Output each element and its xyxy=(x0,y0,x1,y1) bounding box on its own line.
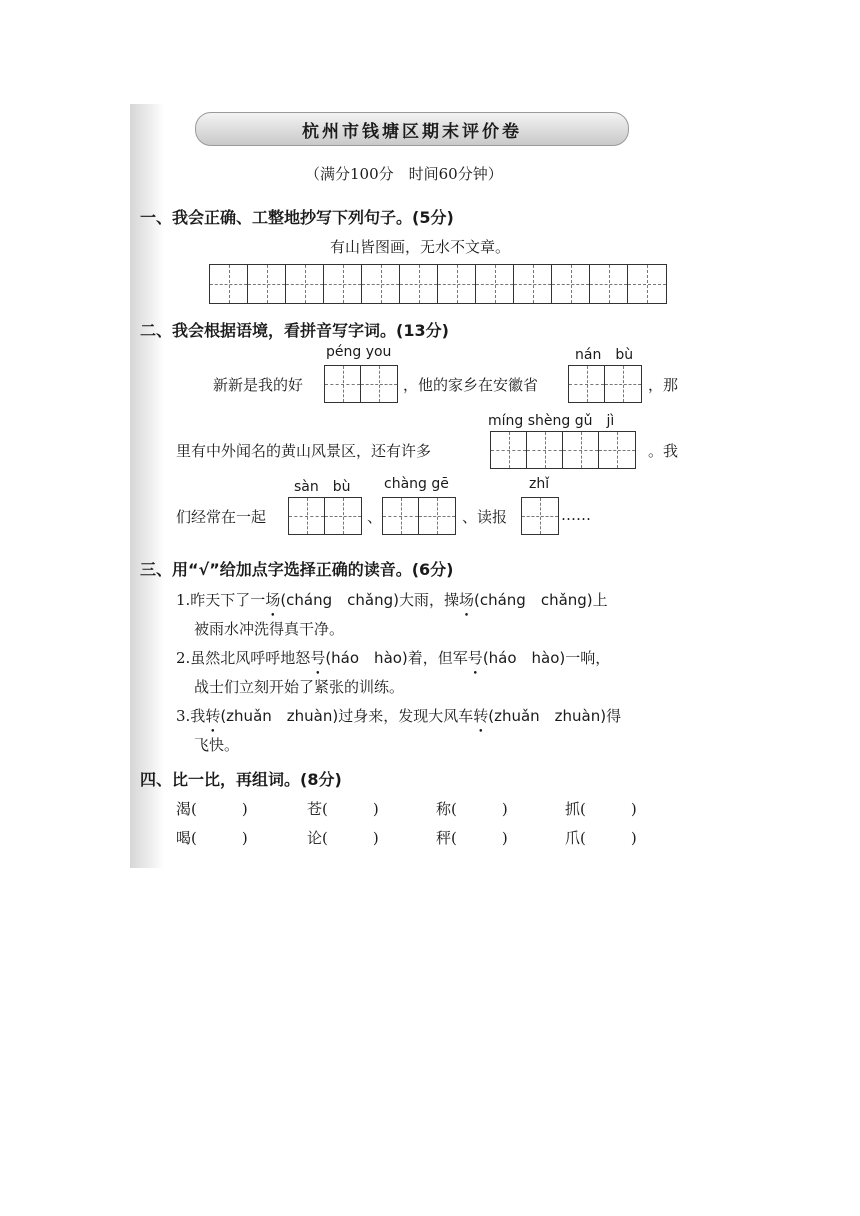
q3-item1-text-a: 1.昨天下了一 xyxy=(176,591,266,609)
q3-item1-line2: 被雨水冲洗得真干净。 xyxy=(194,620,345,638)
grid-cell[interactable] xyxy=(552,265,590,303)
grid-cell[interactable] xyxy=(383,498,419,534)
q4-word-lun[interactable]: 论( ) xyxy=(307,829,379,847)
grid-cell[interactable] xyxy=(563,432,599,468)
q2-line2-text-b: 。我 xyxy=(648,442,679,460)
grid-cell[interactable] xyxy=(325,366,361,402)
pinyin-zhi: zhǐ xyxy=(529,476,550,492)
q4-heading: 四、比一比，再组词。(8分) xyxy=(140,770,342,789)
q3-item2-text-b[interactable]: (háo hào)着，但军 xyxy=(325,649,468,667)
q3-item3-line2: 飞快。 xyxy=(194,736,240,754)
q3-item1-text-c[interactable]: (cháng chǎng)上 xyxy=(474,591,608,609)
answer-box-changge[interactable] xyxy=(382,497,456,535)
q2-line1-text-b: ，他的家乡在安徽省 xyxy=(403,376,539,394)
grid-cell[interactable] xyxy=(324,265,362,303)
q3-item2-text-c[interactable]: (háo hào)一响， xyxy=(482,649,611,667)
q3-item1-text-b[interactable]: (cháng chǎng)大雨，操 xyxy=(280,591,459,609)
grid-cell[interactable] xyxy=(569,366,605,402)
pinyin-mingshenggu: míng shèng gǔ jì xyxy=(488,413,615,429)
pinyin-changge: chàng gē xyxy=(384,476,449,492)
q2-heading: 二、我会根据语境，看拼音写字词。(13分) xyxy=(140,321,449,340)
answer-box-sanbu[interactable] xyxy=(288,497,362,535)
q4-word-cheng[interactable]: 称( ) xyxy=(436,800,508,818)
grid-cell[interactable] xyxy=(361,366,397,402)
q2-line3-text-c: 、读报 xyxy=(462,508,508,526)
grid-cell[interactable] xyxy=(438,265,476,303)
dotted-char: 场 xyxy=(265,591,281,609)
dotted-char: 号 xyxy=(310,649,326,667)
q3-item1 xyxy=(176,589,608,610)
q3-item3-text-b[interactable]: (zhuǎn zhuàn)过身来，发现大风车 xyxy=(220,707,474,725)
q4-word-zhua[interactable]: 抓( ) xyxy=(565,800,637,818)
answer-box-nanbu[interactable] xyxy=(568,365,642,403)
q4-word-cheng-scale[interactable]: 秤( ) xyxy=(436,829,508,847)
grid-cell[interactable] xyxy=(476,265,514,303)
grid-cell[interactable] xyxy=(605,366,641,402)
dotted-char: 场 xyxy=(458,591,474,609)
q1-heading: 一、我会正确、工整地抄写下列句子。(5分) xyxy=(140,208,454,227)
answer-box-pengyou[interactable] xyxy=(324,365,398,403)
dotted-char: 转 xyxy=(473,707,489,725)
grid-cell[interactable] xyxy=(419,498,455,534)
q1-writing-grid[interactable] xyxy=(209,264,667,304)
exam-subtitle: （满分100分 时间60分钟） xyxy=(305,165,503,183)
q2-line3-text-d: …… xyxy=(561,506,591,524)
q3-item2-text-a: 2.虽然北风呼呼地怒 xyxy=(176,649,311,667)
q2-line1-text-c: ，那 xyxy=(648,376,679,394)
q4-word-zhua-claw[interactable]: 爪( ) xyxy=(565,829,637,847)
grid-cell[interactable] xyxy=(599,432,635,468)
q3-heading: 三、用“√”给加点字选择正确的读音。(6分) xyxy=(140,560,454,579)
q3-item3 xyxy=(176,705,621,726)
q3-item3-text-c[interactable]: (zhuǎn zhuàn)得 xyxy=(488,707,622,725)
q1-sentence: 有山皆图画，无水不文章。 xyxy=(330,238,511,256)
grid-cell[interactable] xyxy=(628,265,666,303)
grid-cell[interactable] xyxy=(491,432,527,468)
q4-word-he[interactable]: 喝( ) xyxy=(176,829,248,847)
grid-cell[interactable] xyxy=(210,265,248,303)
pinyin-sanbu: sàn bù xyxy=(294,479,351,495)
answer-box-zhi[interactable] xyxy=(521,497,559,535)
q4-word-ke[interactable]: 渴( ) xyxy=(176,800,248,818)
dotted-char: 转 xyxy=(205,707,221,725)
q2-line3-text-b: 、 xyxy=(367,508,383,526)
grid-cell[interactable] xyxy=(527,432,563,468)
q3-item2-line2: 战士们立刻开始了紧张的训练。 xyxy=(194,678,405,696)
q2-line3-text-a: 们经常在一起 xyxy=(176,508,267,526)
pinyin-nanbu: nán bù xyxy=(575,347,634,363)
page-title: 杭州市钱塘区期末评价卷 xyxy=(195,112,629,146)
grid-cell[interactable] xyxy=(522,498,558,534)
q4-word-cang[interactable]: 苍( ) xyxy=(307,800,379,818)
grid-cell[interactable] xyxy=(590,265,628,303)
grid-cell[interactable] xyxy=(514,265,552,303)
q2-line1-text-a: 新新是我的好 xyxy=(213,376,304,394)
q2-line2-text-a: 里有中外闻名的黄山风景区，还有许多 xyxy=(176,442,432,460)
pinyin-pengyou: péng you xyxy=(326,344,392,360)
q3-item2 xyxy=(176,647,610,668)
grid-cell[interactable] xyxy=(248,265,286,303)
grid-cell[interactable] xyxy=(289,498,325,534)
grid-cell[interactable] xyxy=(400,265,438,303)
dotted-char: 号 xyxy=(467,649,483,667)
grid-cell[interactable] xyxy=(325,498,361,534)
grid-cell[interactable] xyxy=(362,265,400,303)
q3-item3-text-a: 3.我 xyxy=(176,707,206,725)
grid-cell[interactable] xyxy=(286,265,324,303)
answer-box-mingshengguji[interactable] xyxy=(490,431,636,469)
